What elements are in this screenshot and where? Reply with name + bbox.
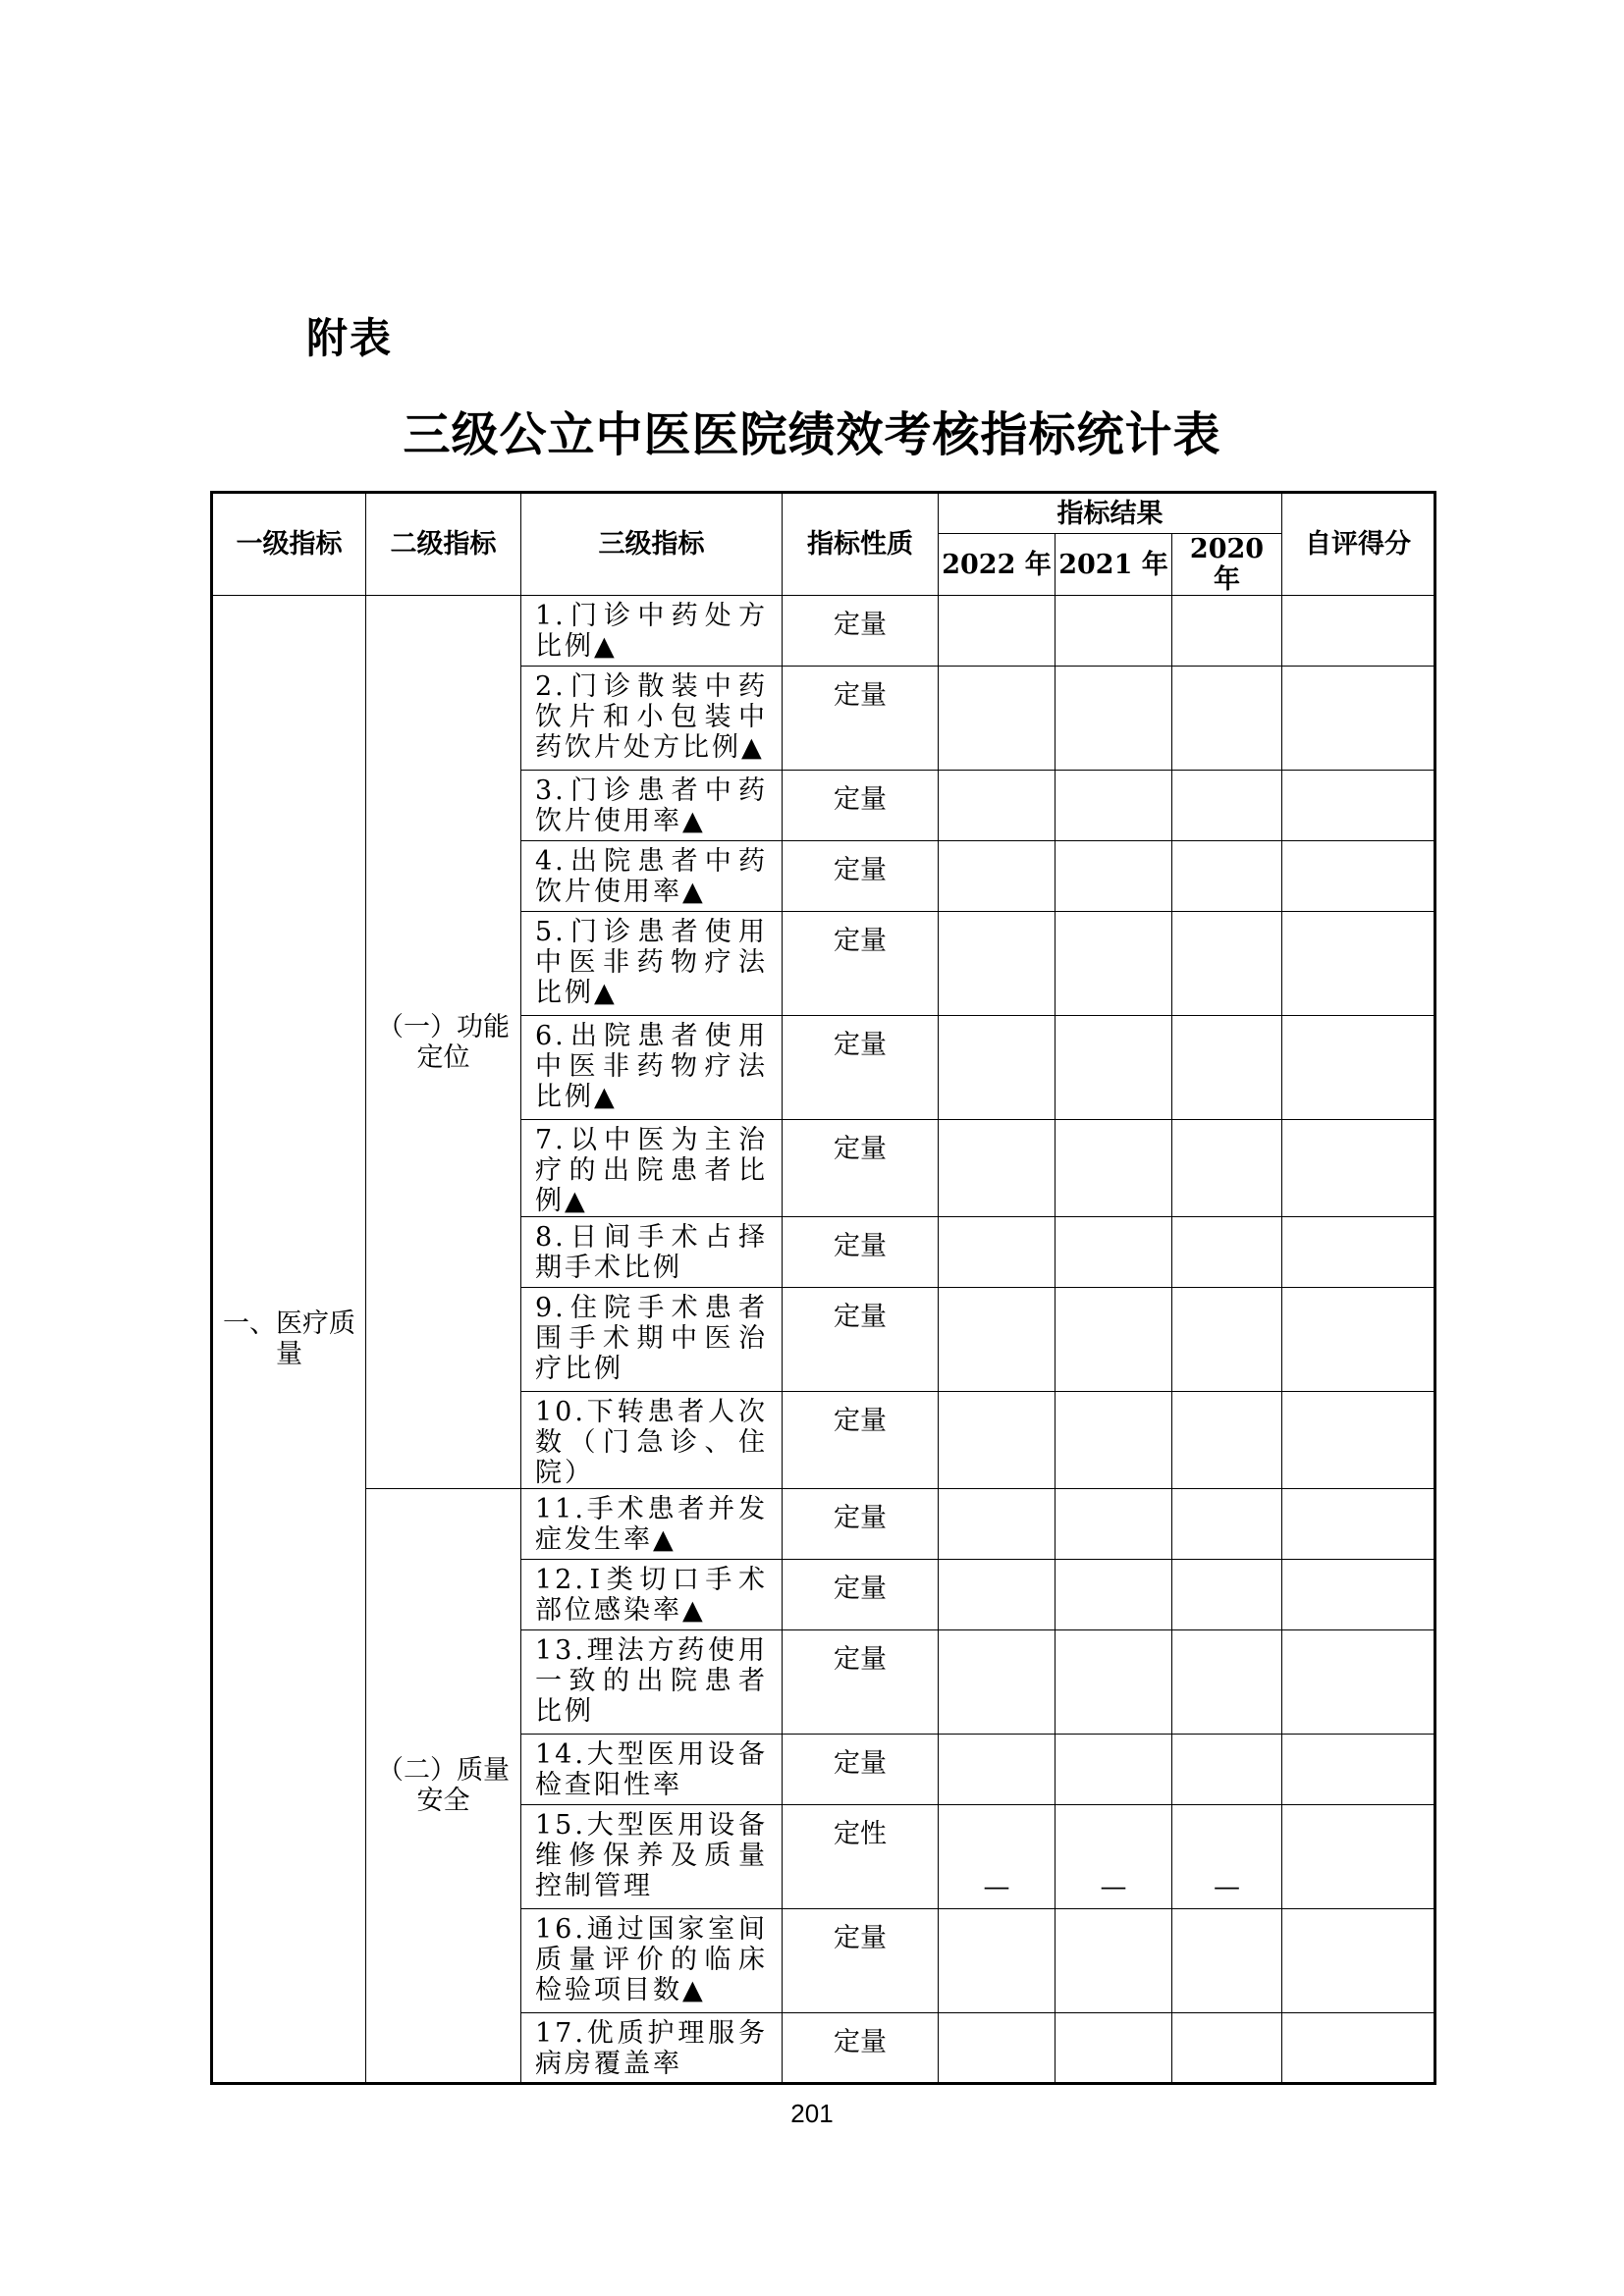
result-cell	[1172, 1217, 1282, 1288]
nature-cell: 定量	[783, 1217, 939, 1288]
self-score-cell	[1282, 1630, 1435, 1735]
result-cell	[1056, 1217, 1172, 1288]
result-cell	[939, 1735, 1056, 1805]
page-number: 201	[790, 2099, 834, 2128]
result-cell	[1056, 1489, 1172, 1560]
result-cell	[1056, 1288, 1172, 1392]
indicator-cell: 10.下转患者人次数（门急诊、住院）	[521, 1392, 783, 1489]
result-cell	[1056, 1735, 1172, 1805]
result-cell	[1056, 1909, 1172, 2013]
result-cell	[1056, 667, 1172, 771]
indicator-cell: 3.门诊患者中药饮片使用率▲	[521, 771, 783, 841]
nature-cell: 定量	[783, 1630, 939, 1735]
self-score-cell	[1282, 1288, 1435, 1392]
result-cell	[939, 1560, 1056, 1630]
result-cell	[939, 596, 1056, 667]
result-cell	[939, 1909, 1056, 2013]
indicator-cell: 1.门诊中药处方比例▲	[521, 596, 783, 667]
nature-cell: 定量	[783, 1560, 939, 1630]
header-level3: 三级指标	[521, 493, 783, 596]
header-year-2021: 2021 年	[1056, 534, 1172, 596]
result-cell: —	[1056, 1805, 1172, 1909]
result-cell	[1172, 1489, 1282, 1560]
result-cell	[939, 1016, 1056, 1120]
nature-cell: 定性	[783, 1805, 939, 1909]
result-cell	[1172, 771, 1282, 841]
result-cell	[939, 771, 1056, 841]
self-score-cell	[1282, 1489, 1435, 1560]
result-cell	[1172, 1909, 1282, 2013]
self-score-cell	[1282, 841, 1435, 912]
result-cell	[1172, 667, 1282, 771]
indicator-cell: 13.理法方药使用一致的出院患者比例	[521, 1630, 783, 1735]
result-cell	[1172, 1120, 1282, 1217]
self-score-cell	[1282, 1120, 1435, 1217]
result-cell	[939, 1392, 1056, 1489]
header-year-2022: 2022 年	[939, 534, 1056, 596]
self-score-cell	[1282, 1217, 1435, 1288]
result-cell	[939, 667, 1056, 771]
result-cell	[1172, 841, 1282, 912]
result-cell	[1172, 1288, 1282, 1392]
result-cell	[1172, 912, 1282, 1016]
result-cell	[939, 1288, 1056, 1392]
result-cell	[1056, 1560, 1172, 1630]
header-self-score: 自评得分	[1282, 493, 1435, 596]
result-cell	[1172, 2013, 1282, 2084]
result-cell	[1056, 841, 1172, 912]
indicator-cell: 5.门诊患者使用中医非药物疗法比例▲	[521, 912, 783, 1016]
indicator-cell: 2.门诊散装中药饮片和小包装中药饮片处方比例▲	[521, 667, 783, 771]
result-cell	[1172, 596, 1282, 667]
header-nature: 指标性质	[783, 493, 939, 596]
result-cell	[1056, 771, 1172, 841]
result-cell	[1056, 1016, 1172, 1120]
indicator-cell: 8.日间手术占择期手术比例	[521, 1217, 783, 1288]
attachment-label: 附表	[306, 314, 394, 362]
result-cell	[1056, 1120, 1172, 1217]
result-cell	[1056, 2013, 1172, 2084]
result-cell	[939, 2013, 1056, 2084]
header-level2: 二级指标	[366, 493, 521, 596]
result-cell	[939, 912, 1056, 1016]
nature-cell: 定量	[783, 912, 939, 1016]
indicator-cell: 11.手术患者并发症发生率▲	[521, 1489, 783, 1560]
nature-cell: 定量	[783, 1392, 939, 1489]
nature-cell: 定量	[783, 1288, 939, 1392]
self-score-cell	[1282, 771, 1435, 841]
result-cell	[1056, 1630, 1172, 1735]
indicator-cell: 15.大型医用设备维修保养及质量控制管理	[521, 1805, 783, 1909]
table-row	[212, 596, 1435, 667]
self-score-cell	[1282, 1392, 1435, 1489]
result-cell	[1172, 1560, 1282, 1630]
nature-cell: 定量	[783, 1120, 939, 1217]
result-cell	[1056, 596, 1172, 667]
indicator-cell: 14.大型医用设备检查阳性率	[521, 1735, 783, 1805]
metrics-table	[210, 491, 1436, 2085]
indicator-cell: 6.出院患者使用中医非药物疗法比例▲	[521, 1016, 783, 1120]
result-cell	[1172, 1392, 1282, 1489]
result-cell	[939, 1120, 1056, 1217]
result-cell	[1056, 1392, 1172, 1489]
result-cell	[1172, 1630, 1282, 1735]
self-score-cell	[1282, 1909, 1435, 2013]
result-cell: —	[1172, 1805, 1282, 1909]
nature-cell: 定量	[783, 771, 939, 841]
header-results: 指标结果	[939, 493, 1282, 534]
result-cell	[1056, 912, 1172, 1016]
nature-cell: 定量	[783, 2013, 939, 2084]
table-body	[212, 596, 1435, 2084]
level2-group-cell: （二）质量安全	[366, 1489, 521, 2084]
self-score-cell	[1282, 1735, 1435, 1805]
result-cell	[939, 1489, 1056, 1560]
indicator-cell: 9.住院手术患者围手术期中医治疗比例	[521, 1288, 783, 1392]
nature-cell: 定量	[783, 1016, 939, 1120]
result-cell	[1172, 1016, 1282, 1120]
document-title: 三级公立中医医院绩效考核指标统计表	[403, 407, 1221, 462]
nature-cell: 定量	[783, 841, 939, 912]
self-score-cell	[1282, 1560, 1435, 1630]
self-score-cell	[1282, 667, 1435, 771]
indicator-cell: 7.以中医为主治疗的出院患者比例▲	[521, 1120, 783, 1217]
nature-cell: 定量	[783, 1909, 939, 2013]
result-cell: —	[939, 1805, 1056, 1909]
indicator-cell: 4.出院患者中药饮片使用率▲	[521, 841, 783, 912]
table-row	[212, 1489, 1435, 1560]
header-year-2020: 2020 年	[1172, 534, 1282, 596]
self-score-cell	[1282, 1016, 1435, 1120]
indicator-cell: 12.Ⅰ类切口手术部位感染率▲	[521, 1560, 783, 1630]
header-level1: 一级指标	[212, 493, 366, 596]
indicator-cell: 17.优质护理服务病房覆盖率	[521, 2013, 783, 2084]
indicator-cell: 16.通过国家室间质量评价的临床检验项目数▲	[521, 1909, 783, 2013]
result-cell	[939, 1630, 1056, 1735]
self-score-cell	[1282, 912, 1435, 1016]
self-score-cell	[1282, 2013, 1435, 2084]
level2-group-cell: （一）功能定位	[366, 596, 521, 1489]
result-cell	[939, 841, 1056, 912]
result-cell	[1172, 1735, 1282, 1805]
nature-cell: 定量	[783, 596, 939, 667]
nature-cell: 定量	[783, 667, 939, 771]
result-cell	[939, 1217, 1056, 1288]
nature-cell: 定量	[783, 1735, 939, 1805]
self-score-cell	[1282, 1805, 1435, 1909]
self-score-cell	[1282, 596, 1435, 667]
level1-category-cell: 一、医疗质量	[212, 596, 366, 2084]
nature-cell: 定量	[783, 1489, 939, 1560]
